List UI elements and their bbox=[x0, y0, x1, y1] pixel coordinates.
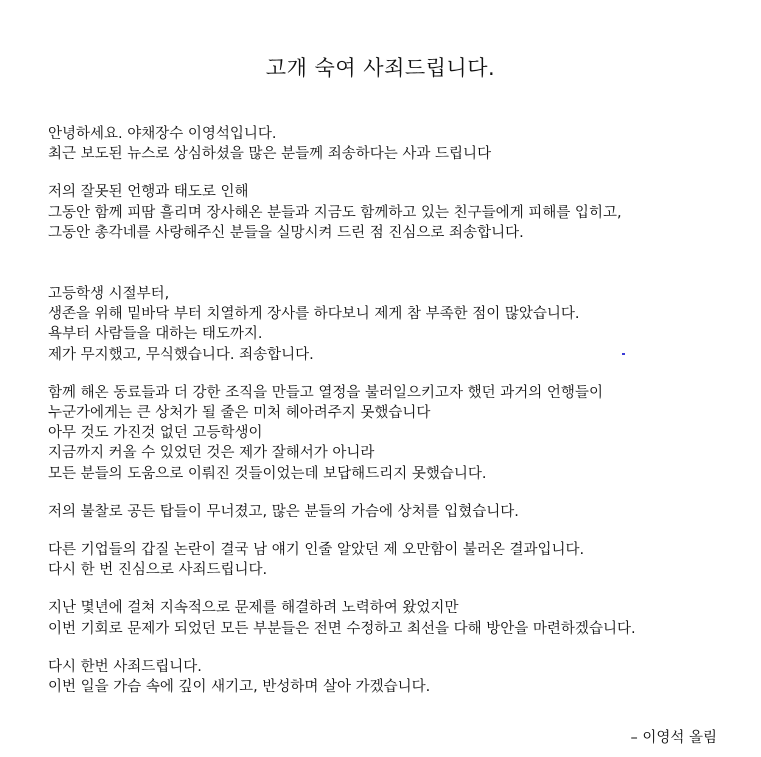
letter-title: 고개 숙여 사죄드립니다. bbox=[265, 56, 496, 80]
text-line: 다른 기업들의 갑질 논란이 결국 남 얘기 인줄 알았던 제 오만함이 불러온 결과입니다. bbox=[48, 542, 585, 559]
stray-mark bbox=[622, 353, 625, 355]
text-line: 다시 한 번 진심으로 사죄드립니다. bbox=[48, 562, 268, 579]
text-line: 제가 무지했고, 무식했습니다. 죄송합니다. bbox=[48, 346, 314, 363]
paragraph-consequence bbox=[48, 502, 748, 522]
text-line: 최근 보도된 뉴스로 상심하셨을 많은 분들께 죄송하다는 사과 드립니다 bbox=[48, 146, 492, 163]
paragraph-commitment bbox=[48, 598, 748, 638]
signature: – 이영석 올림 bbox=[630, 730, 717, 746]
text-line: 다시 한번 사죄드립니다. bbox=[48, 658, 202, 675]
text-line: 이번 기회로 문제가 되었던 모든 부분들은 전면 수정하고 최선을 다해 방안을 마련하겠습니다. bbox=[48, 620, 636, 637]
text-line: 생존을 위해 밑바닥 부터 치열하게 장사를 하다보니 제게 참 부족한 점이 많았습니다. bbox=[48, 306, 580, 323]
text-line: 고등학생 시절부터, bbox=[48, 286, 170, 303]
text-line: 그동안 총각네를 사랑해주신 분들을 실망시켜 드린 점 진심으로 죄송합니다. bbox=[48, 224, 524, 241]
text-line: 안녕하세요. 야채장수 이영석입니다. bbox=[48, 126, 277, 142]
text-line: 누군가에게는 큰 상처가 될 줄은 미처 헤아려주지 못했습니다 bbox=[48, 405, 431, 422]
text-line: 모든 분들의 도움으로 이뤄진 것들이었는데 보답해드리지 못했습니다. bbox=[48, 465, 487, 482]
text-line: 저의 불찰로 공든 탑들이 무너졌고, 많은 분들의 가슴에 상처를 입혔습니다. bbox=[48, 503, 519, 520]
text-line: 그동안 함께 피땀 흘리며 장사해온 분들과 지금도 함께하고 있는 친구들에게 피해를 입히고, bbox=[48, 204, 622, 221]
text-line: 지난 몇년에 걸쳐 지속적으로 문제를 해결하려 노력하여 왔었지만 bbox=[48, 600, 459, 617]
paragraph-apology bbox=[48, 182, 748, 243]
text-line: 함께 해온 동료들과 더 강한 조직을 만들고 열정을 불러일으키고자 했던 과거의 언행들이 bbox=[48, 384, 603, 401]
paragraph-arrogance bbox=[48, 540, 748, 580]
paragraph-greeting bbox=[48, 124, 748, 164]
text-line: 이번 일을 가슴 속에 깊이 새기고, 반성하며 살아 가겠습니다. bbox=[48, 679, 431, 696]
paragraph-closing bbox=[48, 657, 748, 697]
text-line: 지금까지 커올 수 있었던 것은 제가 잘해서가 아니라 bbox=[48, 445, 375, 462]
paragraph-reflection bbox=[48, 383, 748, 484]
text-line: 저의 잘못된 언행과 태도로 인해 bbox=[48, 184, 249, 201]
text-line: 아무 것도 가진것 없던 고등학생이 bbox=[48, 425, 263, 442]
letter-body bbox=[48, 124, 748, 697]
text-line: 욕부터 사람들을 대하는 태도까지. bbox=[48, 326, 263, 343]
paragraph-background bbox=[48, 284, 748, 365]
